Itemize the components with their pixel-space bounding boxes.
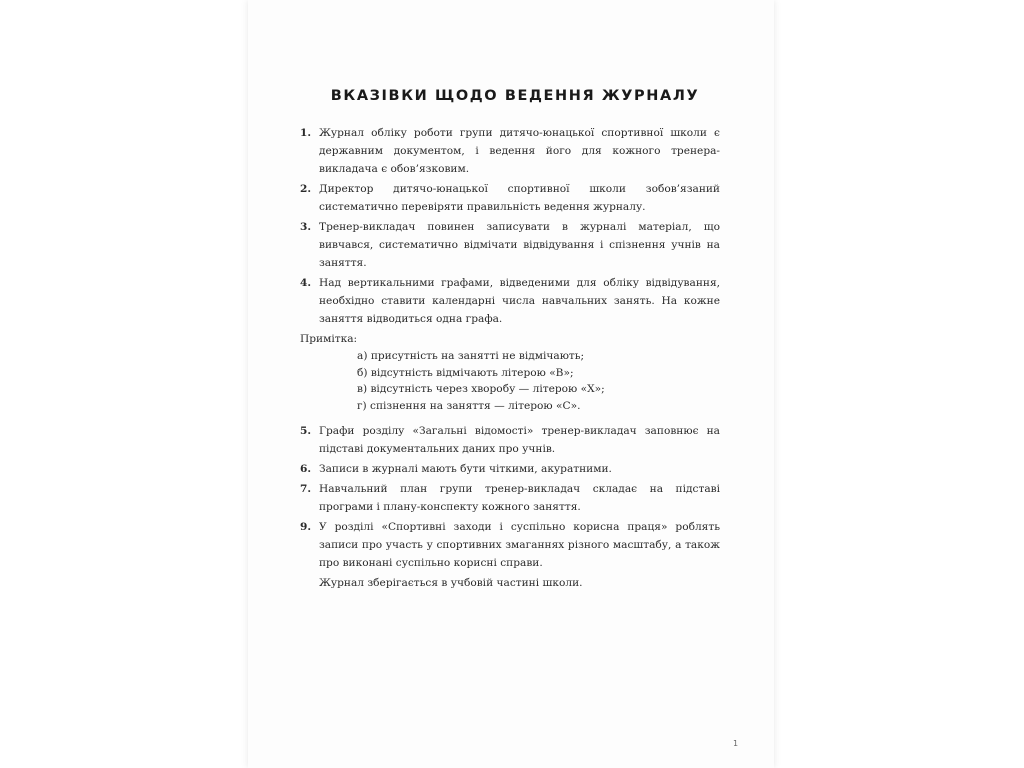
note-line: б) відсутність відмічають літерою «В»; xyxy=(357,366,574,379)
item-text: Графи розділу «Загальні відомості» тренер-викладач заповнює на підставі документальних даних про учнів. xyxy=(319,425,720,455)
page-title: ВКАЗІВКИ ЩОДО ВЕДЕННЯ ЖУРНАЛУ xyxy=(330,88,700,104)
item-number: 4. xyxy=(300,277,312,289)
item-text: Тренер-викладач повинен записувати в журналі матеріал, що вивчався, систематично відмічати відвідування і спізнення учнів на заняття. xyxy=(319,221,720,269)
item-number: 5. xyxy=(300,425,312,437)
note-label: Примітка: xyxy=(300,333,358,345)
item-text: Навчальний план групи тренер-викладач складає на підставі програми і плану-конспекту кожного заняття. xyxy=(319,483,720,513)
note-list xyxy=(300,348,720,414)
spacer xyxy=(300,414,720,422)
item-number: 1. xyxy=(300,127,312,139)
list-item xyxy=(300,180,720,216)
list-item xyxy=(300,422,720,458)
list-item xyxy=(300,274,720,328)
list-item xyxy=(300,124,720,178)
item-number: 2. xyxy=(300,183,312,195)
item-number: 6. xyxy=(300,463,312,475)
note-line: г) спізнення на заняття — літерою «С». xyxy=(357,399,581,412)
note-line: а) присутність на занятті не відмічають; xyxy=(357,350,585,362)
instructions-body xyxy=(300,124,720,592)
item-text: Записи в журналі мають бути чіткими, акуратними. xyxy=(319,463,612,475)
closing-line: Журнал зберігається в учбовій частині школи. xyxy=(319,577,583,589)
item-number: 7. xyxy=(300,483,312,495)
item-number: 3. xyxy=(300,221,312,233)
item-text: Директор дитячо-юнацької спортивної школи зобов’язаний систематично перевіряти правильність ведення журналу. xyxy=(319,183,720,213)
list-item xyxy=(300,460,720,478)
item-text: Над вертикальними графами, відведеними для обліку відвідування, необхідно ставити календарні числа навчальних занять. На кожне заняття відводиться одна графа. xyxy=(319,277,720,325)
list-item xyxy=(300,518,720,572)
list-item xyxy=(300,218,720,272)
page-number: 1 xyxy=(733,739,739,748)
list-item xyxy=(300,480,720,516)
item-number: 9. xyxy=(300,521,312,533)
item-text: У розділі «Спортивні заходи і суспільно корисна праця» роблять записи про участь у спортивних змаганнях різного масштабу, а також про виконані суспільно корисні справи. xyxy=(319,521,720,569)
item-text: Журнал обліку роботи групи дитячо-юнацької спортивної школи є державним документом, і ведення його для кожного тренера-викладача є обов’язковим. xyxy=(319,127,720,175)
note-line: в) відсутність через хворобу — літерою «Х»; xyxy=(357,383,605,395)
